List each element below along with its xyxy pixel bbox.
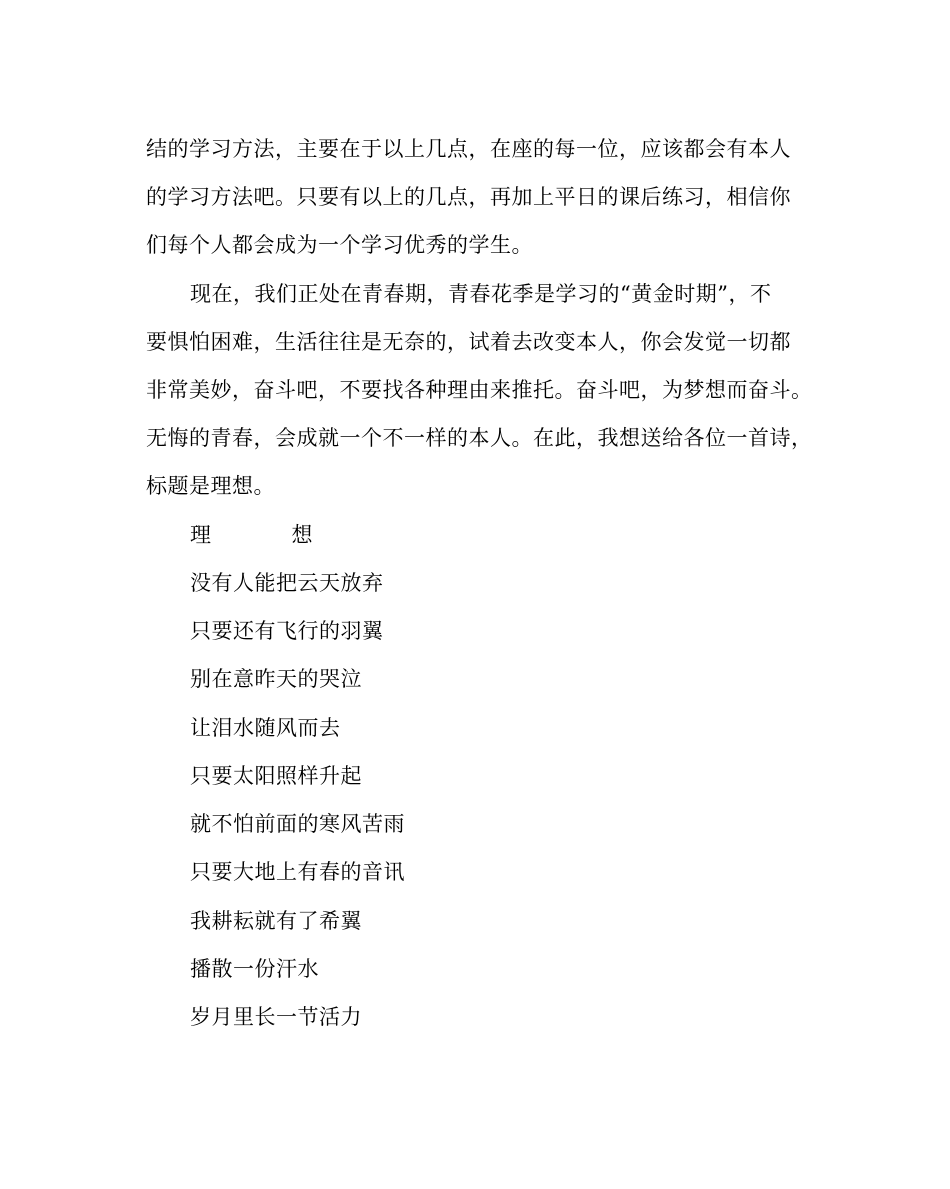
poem-line: 就不怕前面的寒风苦雨 bbox=[190, 812, 405, 836]
paragraph-2-line-3: 非常美妙，奋斗吧，不要找各种理由来推托。奋斗吧，为梦想而奋斗。 bbox=[146, 378, 813, 402]
paragraph-1-line-1: 结的学习方法，主要在于以上几点，在座的每一位，应该都会有本人 bbox=[146, 137, 791, 161]
paragraph-2-line-1: 现在，我们正处在青春期，青春花季是学习的“黄金时期”，不 bbox=[190, 282, 772, 306]
poem-line: 岁月里长一节活力 bbox=[190, 1005, 362, 1029]
paragraph-2-line-4: 无悔的青春，会成就一个不一样的本人。在此，我想送给各位一首诗， bbox=[146, 426, 813, 450]
poem-line: 只要大地上有春的音讯 bbox=[190, 860, 405, 884]
paragraph-2-line-2: 要惧怕困难，生活往往是无奈的，试着去改变本人，你会发觉一切都 bbox=[146, 330, 791, 354]
poem-line: 只要还有飞行的羽翼 bbox=[190, 619, 384, 643]
poem-line: 让泪水随风而去 bbox=[190, 716, 341, 740]
poem-title bbox=[190, 523, 860, 547]
poem-title-part-1: 理 bbox=[190, 523, 212, 547]
poem-line: 播散一份汗水 bbox=[190, 957, 319, 981]
poem-line: 别在意昨天的哭泣 bbox=[190, 667, 362, 691]
poem-line: 没有人能把云天放弃 bbox=[190, 571, 384, 595]
poem-line: 只要太阳照样升起 bbox=[190, 764, 362, 788]
paragraph-2-line-5: 标题是理想。 bbox=[146, 474, 275, 498]
poem-line: 我耕耘就有了希翼 bbox=[190, 909, 362, 933]
poem-title-part-2: 想 bbox=[291, 523, 313, 547]
paragraph-1-line-3: 们每个人都会成为一个学习优秀的学生。 bbox=[146, 233, 533, 257]
paragraph-1-line-2: 的学习方法吧。只要有以上的几点，再加上平日的课后练习，相信你 bbox=[146, 185, 791, 209]
